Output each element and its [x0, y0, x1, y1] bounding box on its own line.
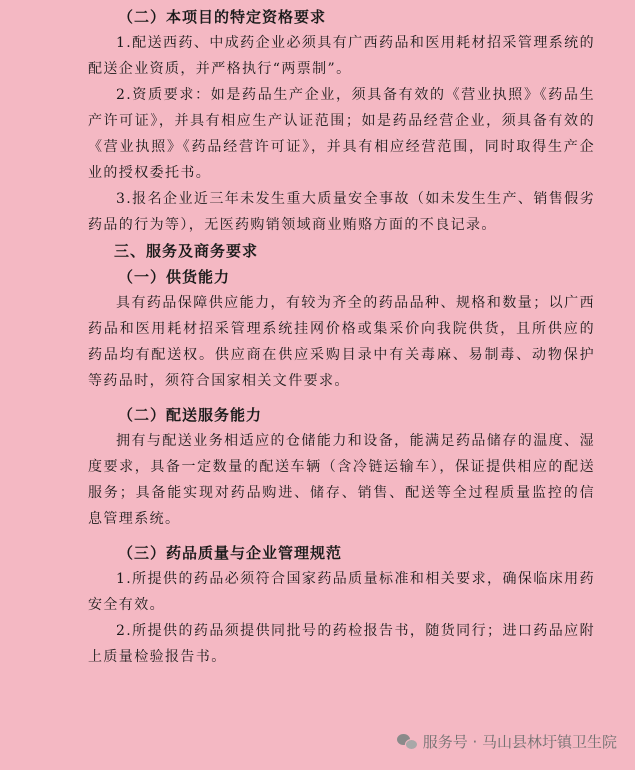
- section-heading-service: 三、服务及商务要求: [114, 242, 259, 260]
- delivery-para: 拥有与配送业务相适应的仓储能力和设备，能满足药品储存的温度、湿度要求，具备一定数量的配送车辆（含冷链运输车），保证提供相应的配送服务；具备能实现对药品购进、储存、销售、配送等全过程质量监控的信息管理系统。: [88, 433, 595, 527]
- account-watermark: [397, 731, 617, 752]
- supply-para: 具有药品保障供应能力，有较为齐全的药品品种、规格和数量；以广西药品和医用耗材招采管理系统挂网价格或集采价向我院供货，且所供应的药品均有配送权。供应商在供应采购目录中有关毒麻、易制毒、动物保护等药品时，须符合国家相关文件要求。: [88, 295, 595, 389]
- subsection-heading-supply: （一）供货能力: [118, 268, 231, 286]
- subsection-heading-quality: （三）药品质量与企业管理规范: [118, 544, 343, 562]
- quality-para-1: 1.所提供的药品必须符合国家药品质量标准和相关要求，确保临床用药安全有效。: [88, 571, 595, 613]
- qualification-para-3: 3.报名企业近三年未发生重大质量安全事故（如未发生生产、销售假劣药品的行为等），无医药购销领域商业贿赂方面的不良记录。: [88, 191, 595, 233]
- qualification-para-1: 1.配送西药、中成药企业必须具有广西药品和医用耗材招采管理系统的配送企业资质，并严格执行“两票制”。: [88, 35, 595, 77]
- wechat-icon: [397, 734, 417, 750]
- watermark-text: 服务号 · 马山县林圩镇卫生院: [422, 733, 617, 751]
- subsection-heading-delivery: （二）配送服务能力: [118, 406, 263, 424]
- qualification-para-2: 2.资质要求：如是药品生产企业，须具备有效的《营业执照》《药品生产许可证》，并具有相应生产认证范围；如是药品经营企业，须具备有效的《营业执照》《药品经营许可证》，并具有相应经营范围，同时取得生产企业的授权委托书。: [88, 87, 595, 181]
- section-heading-qualification: （二）本项目的特定资格要求: [118, 8, 327, 26]
- quality-para-2: 2.所提供的药品须提供同批号的药检报告书，随货同行；进口药品应附上质量检验报告书。: [88, 623, 595, 665]
